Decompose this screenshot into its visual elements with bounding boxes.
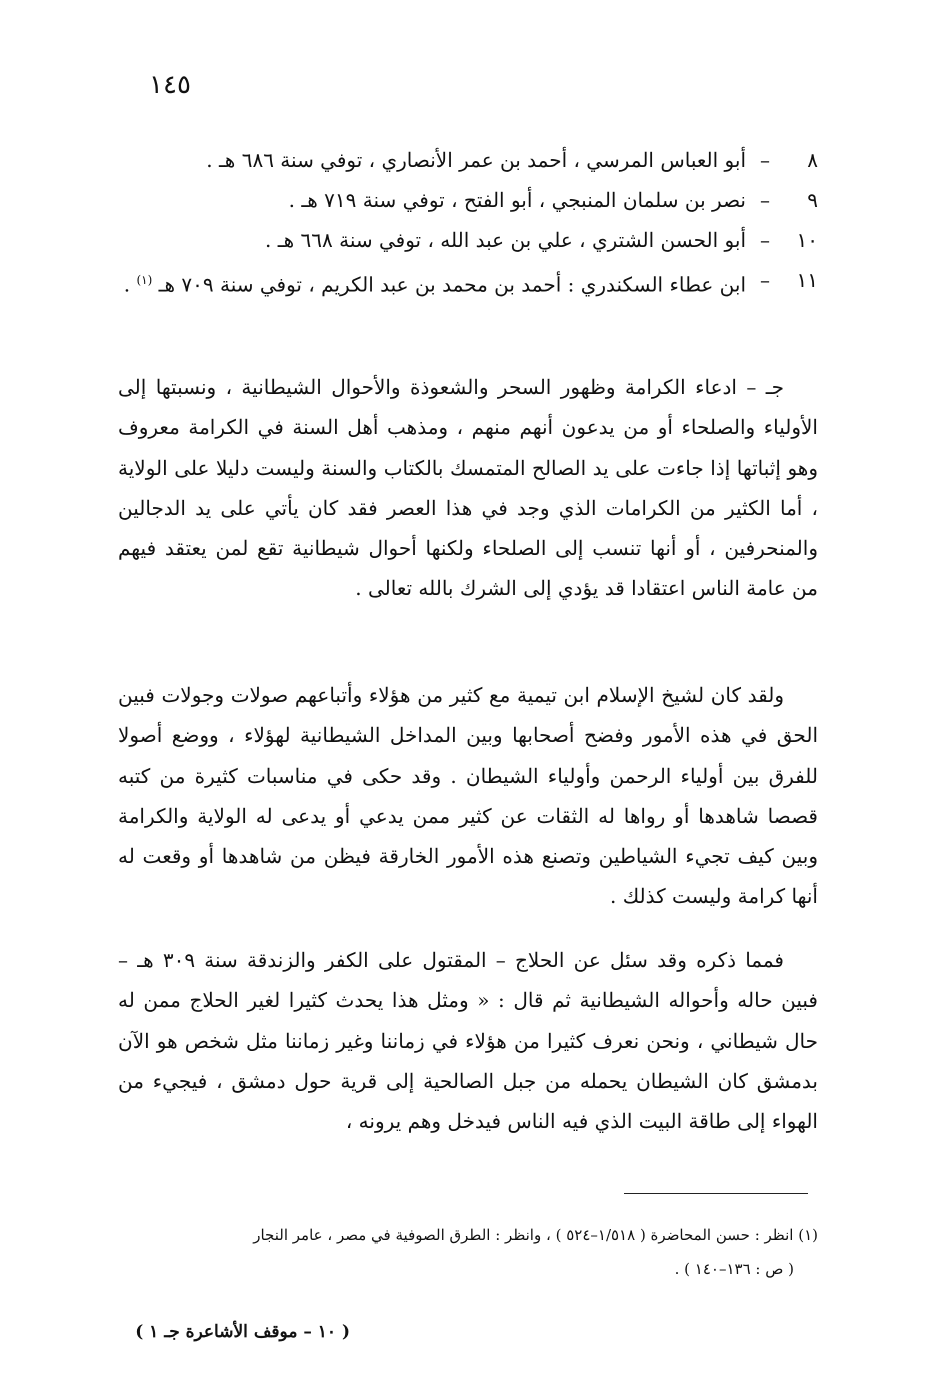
paragraph-ibn-taymiyya: ولقد كان لشيخ الإسلام ابن تيمية مع كثير من هؤلاء وأتباعهم صولات وجولات فبين الحق في هذه الأمور وفضح أصحابها وبين المداخل الشيطانية لهؤلاء ، ووضع أصولا للفرق بين أولياء الرحمن وأولياء الشيطان . وقد حكى في مناسبات كثيرة من كتبه قصصا شاهدها أو رواها له الثقات عن كثير ممن يدعي أو يدعى له الولاية والكرامة وبين كيف تجيء الشياطين وتصنع هذه الأمور الخارقة فيظن من شاهدها أو وقعت له أنها كرامة وليست كذلك . <box>118 683 818 909</box>
footnote-divider <box>624 1193 808 1194</box>
list-item-number: ٩ <box>807 188 818 212</box>
numbered-list <box>118 140 818 305</box>
footnote-line: ( ص : ١٣٦–١٤٠ ) . <box>674 1260 794 1278</box>
list-item-text-body: ابن عطاء السكندري : أحمد بن محمد بن عبد الكريم ، توفي سنة ٧٠٩ هـ <box>152 272 746 297</box>
list-item-text: نصر بن سلمان المنبجي ، أبو الفتح ، توفي سنة ٧١٩ هـ . <box>288 188 746 212</box>
footnote-line: (١) انظر : حسن المحاضرة ( ١/٥١٨–٥٢٤ ) ، وانظر : الطرق الصوفية في مصر ، عامر النجار <box>253 1226 818 1244</box>
paragraph-hallaj: فمما ذكره وقد سئل عن الحلاج – المقتول على الكفر والزندقة سنة ٣٠٩ هـ – فبين حاله وأحواله الشيطانية ثم قال : « ومثل هذا يحدث كثيرا لغير الحلاج ممن له حال شيطاني ، ونحن نعرف كثيرا من هؤلاء في زماننا وغير زماننا مثل شخص هو الآن بدمشق كان الشيطان يحمله من جبل الصالحية إلى قرية حول دمشق ، فيجيء من الهواء إلى طاقة البيت الذي فيه الناس فيدخل وهم يرونه ، <box>118 948 818 1134</box>
list-item-text: أبو العباس المرسي ، أحمد بن عمر الأنصاري ، توفي سنة ٦٨٦ هـ . <box>206 148 746 172</box>
list-item <box>118 260 818 305</box>
list-item-number: ٨ <box>807 148 818 172</box>
paragraph-karama: جـ – ادعاء الكرامة وظهور السحر والشعوذة والأحوال الشيطانية ، ونسبتها إلى الأولياء والصلحاء أو من يدعون أنهم منهم ، ومذهب أهل السنة في الكرامة معروف وهو إثباتها إذا جاءت على يد الصالح المتمسك بالكتاب والسنة وليست دليلا على الولاية ، أما الكثير من الكرامات الذي وجد في هذا العصر فقد كان يأتي على يد الدجالين والمنحرفين ، أو أنها تنسب إلى الصلحاء ولكنها أحوال شيطانية تقع لمن يعتقد فيهم من عامة الناس اعتقادا قد يؤدي إلى الشرك بالله تعالى . <box>118 375 818 601</box>
list-item-dash: – <box>760 188 770 212</box>
list-item-dash: – <box>760 228 770 252</box>
list-item-dash: – <box>760 148 770 172</box>
list-item <box>118 180 818 220</box>
list-item <box>118 220 818 260</box>
list-item-text <box>118 260 746 305</box>
list-item <box>118 140 818 180</box>
page-number: ١٤٥ <box>149 70 191 100</box>
footnote-reference[interactable]: (١) <box>136 273 153 287</box>
footnote <box>118 1218 818 1286</box>
list-item-number: ١١ <box>796 268 818 292</box>
list-item-text-end: . <box>123 272 137 297</box>
list-item-number: ١٠ <box>796 228 818 252</box>
signature-mark: ( ١٠ – موقف الأشاعرة جـ ١ ) <box>135 1322 350 1342</box>
list-item-dash: – <box>760 268 770 292</box>
list-item-text: أبو الحسن الشتري ، علي بن عبد الله ، توفي سنة ٦٦٨ هـ . <box>265 228 746 252</box>
